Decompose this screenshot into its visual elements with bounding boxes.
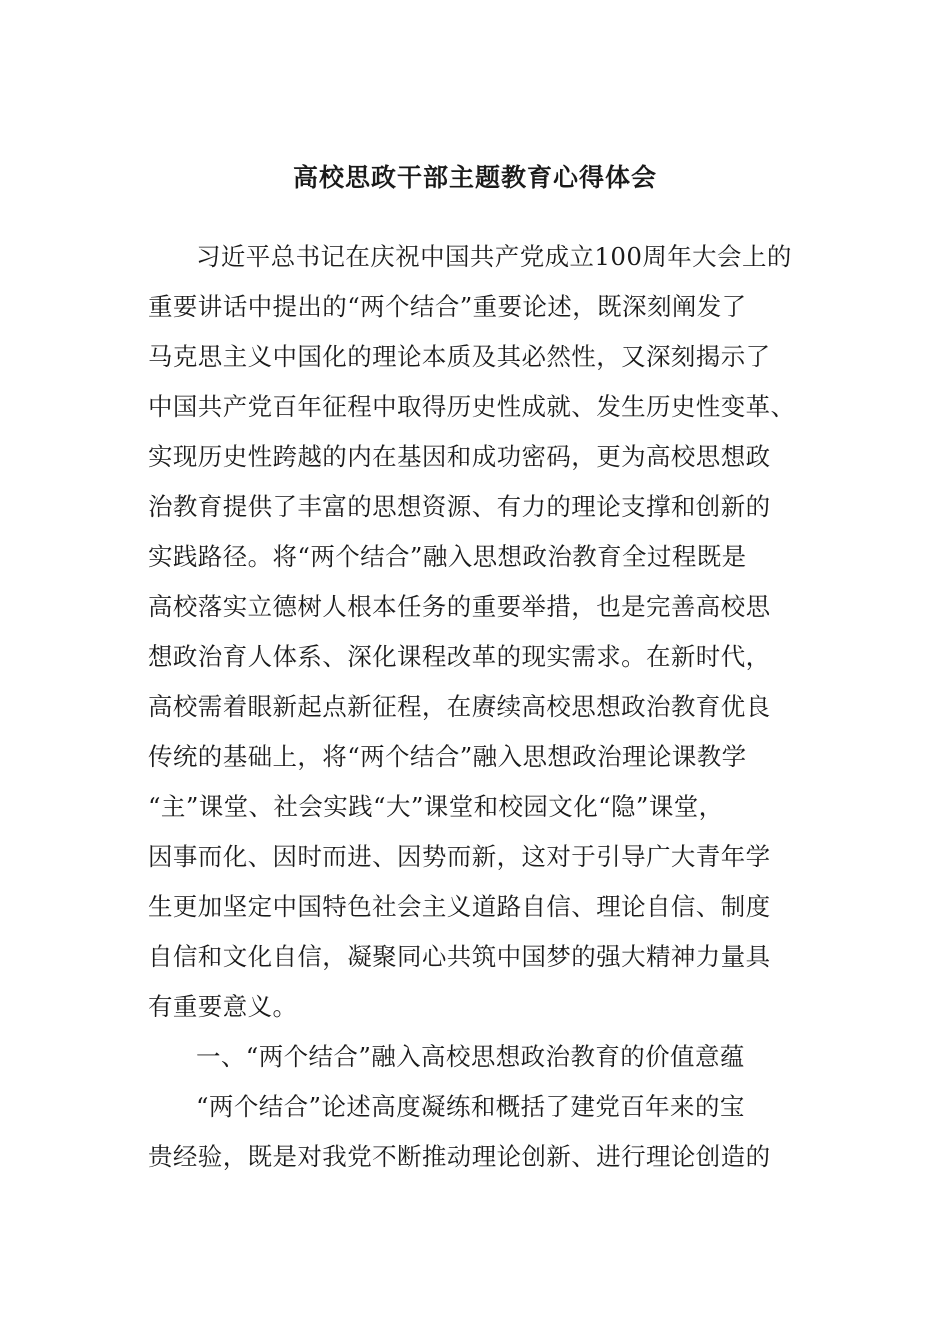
paragraph-line: 高校落实立德树人根本任务的重要举措，也是完善高校思 <box>148 592 771 621</box>
document-body <box>148 232 838 1182</box>
paragraph-line: “两个结合”论述高度凝练和概括了建党百年来的宝 <box>196 1092 745 1121</box>
paragraph-line: 贵经验，既是对我党不断推动理论创新、进行理论创造的 <box>148 1142 771 1171</box>
section-heading: 一、“两个结合”融入高校思想政治教育的价值意蕴 <box>196 1042 745 1071</box>
paragraph-line: 治教育提供了丰富的思想资源、有力的理论支撑和创新的 <box>148 492 771 521</box>
paragraph-line: 有重要意义。 <box>148 992 298 1021</box>
paragraph-line: 习近平总书记在庆祝中国共产党成立100周年大会上的 <box>196 242 792 271</box>
paragraph-line: “主”课堂、社会实践“大”课堂和校园文化“隐”课堂， <box>148 792 724 821</box>
document-title: 高校思政干部主题教育心得体会 <box>292 163 657 192</box>
paragraph-line: 实践路径。将“两个结合”融入思想政治教育全过程既是 <box>148 542 747 571</box>
paragraph-line: 生更加坚定中国特色社会主义道路自信、理论自信、制度 <box>148 892 771 921</box>
paragraph-line: 中国共产党百年征程中取得历史性成就、发生历史性变革、 <box>148 392 796 421</box>
paragraph-line: 实现历史性跨越的内在基因和成功密码，更为高校思想政 <box>148 442 771 471</box>
paragraph-line: 因事而化、因时而进、因势而新，这对于引导广大青年学 <box>148 842 771 871</box>
paragraph-line: 马克思主义中国化的理论本质及其必然性，又深刻揭示了 <box>148 342 771 371</box>
paragraph-line: 自信和文化自信，凝聚同心共筑中国梦的强大精神力量具 <box>148 942 771 971</box>
paragraph-line: 想政治育人体系、深化课程改革的现实需求。在新时代， <box>148 642 771 671</box>
paragraph-line: 高校需着眼新起点新征程，在赓续高校思想政治教育优良 <box>148 692 771 721</box>
paragraph-line: 传统的基础上，将“两个结合”融入思想政治理论课教学 <box>148 742 747 771</box>
paragraph-line: 重要讲话中提出的“两个结合”重要论述，既深刻阐发了 <box>148 292 747 321</box>
